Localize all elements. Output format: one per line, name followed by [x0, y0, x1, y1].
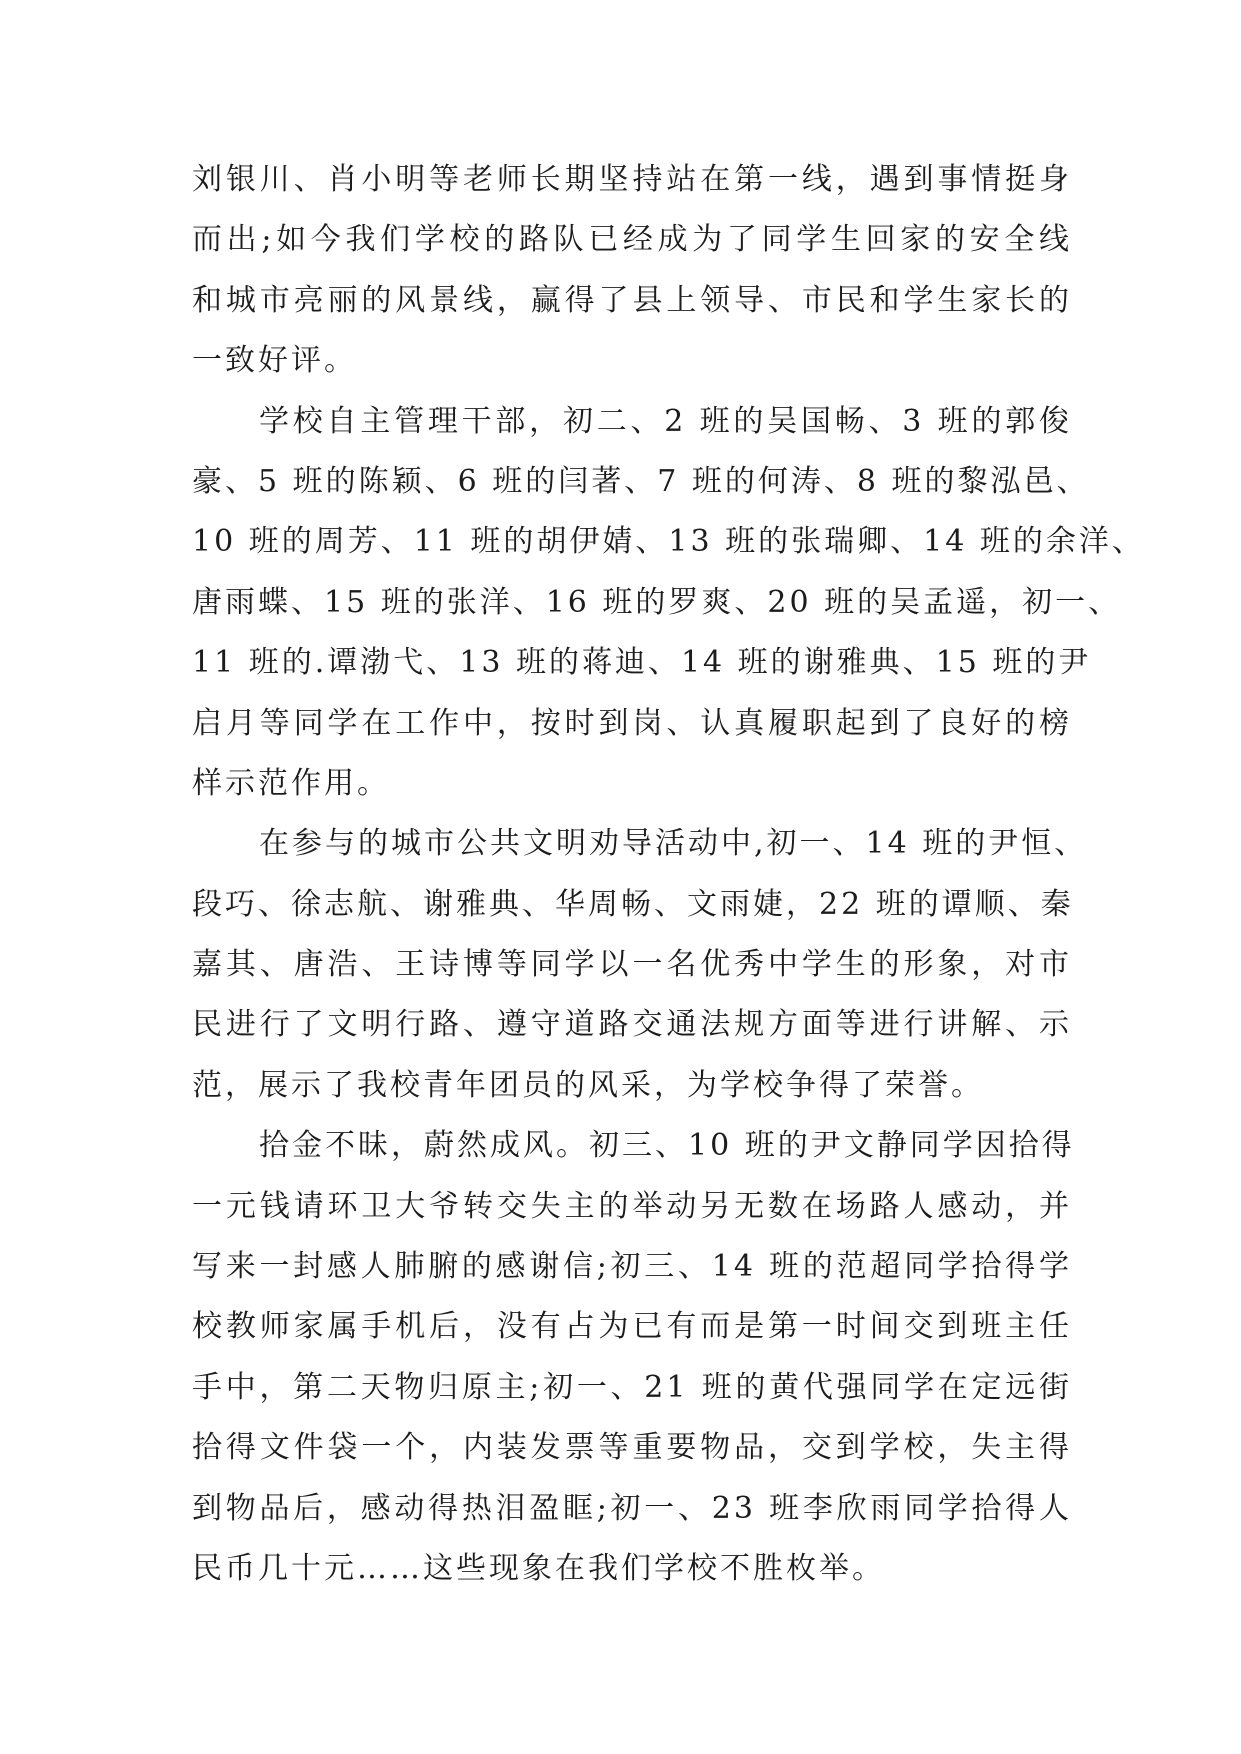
text-line: 嘉其、唐浩、王诗博等同学以一名优秀中学生的形象，对市	[192, 947, 1072, 983]
text-line: 豪、5 班的陈颖、6 班的闫著、7 班的何涛、8 班的黎泓邑、	[192, 463, 1090, 499]
text-line: 样示范作用。	[192, 765, 390, 801]
text-line: 唐雨蝶、15 班的张洋、16 班的罗爽、20 班的吴孟遥，初一、	[192, 584, 1122, 620]
text-line: 到物品后，感动得热泪盈眶;初一、23 班李欣雨同学拾得人	[192, 1490, 1072, 1526]
text-line: 民进行了文明行路、遵守道路交通法规方面等进行讲解、示	[192, 1007, 1072, 1043]
text-line: 民币几十元……这些现象在我们学校不胜枚举。	[192, 1550, 885, 1586]
text-line: 手中，第二天物归原主;初一、21 班的黄代强同学在定远街	[192, 1369, 1072, 1405]
text-line: 刘银川、肖小明等老师长期坚持站在第一线，遇到事情挺身	[192, 162, 1072, 197]
text-line: 11 班的.谭渤弋、13 班的蒋迪、14 班的谢雅典、15 班的尹	[192, 645, 1092, 681]
text-line: 段巧、徐志航、谢雅典、华周畅、文雨婕，22 班的谭顺、秦	[192, 886, 1074, 922]
document-body	[192, 150, 1145, 1599]
text-line: 范，展示了我校青年团员的风采，为学校争得了荣誉。	[192, 1067, 984, 1103]
paragraph	[192, 392, 1145, 815]
text-line: 一元钱请环卫大爷转交失主的举动另无数在场路人感动，并	[192, 1188, 1072, 1224]
text-line: 一致好评。	[192, 343, 357, 379]
paragraph	[192, 814, 1088, 1116]
text-line: 启月等同学在工作中，按时到岗、认真履职起到了良好的榜	[192, 705, 1072, 741]
text-line: 校教师家属手机后，没有占为已有而是第一时间交到班主任	[192, 1309, 1072, 1345]
text-line: 10 班的周芳、11 班的胡伊婧、13 班的张瑞卿、14 班的余洋、	[192, 524, 1145, 560]
text-line: 在参与的城市公共文明劝导活动中,初一、14 班的尹恒、	[259, 826, 1088, 862]
text-line: 学校自主管理干部，初二、2 班的吴国畅、3 班的郭俊	[259, 403, 1072, 439]
text-line: 拾得文件袋一个，内装发票等重要物品，交到学校，失主得	[192, 1430, 1072, 1466]
text-line: 拾金不昧，蔚然成风。初三、10 班的尹文静同学因拾得	[259, 1128, 1075, 1164]
paragraph	[192, 1116, 1075, 1599]
text-line: 和城市亮丽的风景线，赢得了县上领导、市民和学生家长的	[192, 282, 1072, 318]
text-line: 写来一封感人肺腑的感谢信;初三、14 班的范超同学拾得学	[192, 1249, 1072, 1285]
paragraph	[192, 150, 1072, 392]
text-line: 而出;如今我们学校的路队已经成为了同学生回家的安全线	[192, 222, 1072, 258]
